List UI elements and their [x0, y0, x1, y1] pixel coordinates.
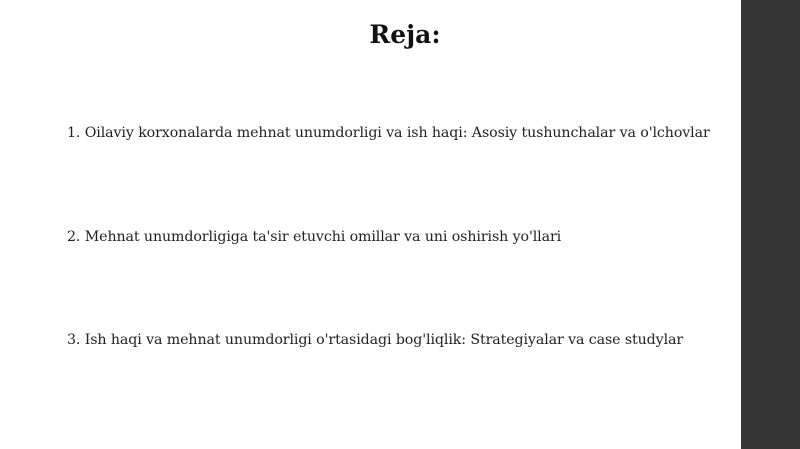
slide-title: Reja: [369, 20, 441, 49]
right-side-bar [741, 0, 800, 449]
plan-item-2: 2. Mehnat unumdorligiga ta'sir etuvchi omillar va uni oshirish yo'llari [67, 229, 562, 245]
plan-item-1: 1. Oilaviy korxonalarda mehnat unumdorligi va ish haqi: Asosiy tushunchalar va o'lchovlar [67, 125, 710, 141]
plan-item-3: 3. Ish haqi va mehnat unumdorligi o'rtasidagi bog'liqlik: Strategiyalar va case studylar [67, 332, 684, 348]
